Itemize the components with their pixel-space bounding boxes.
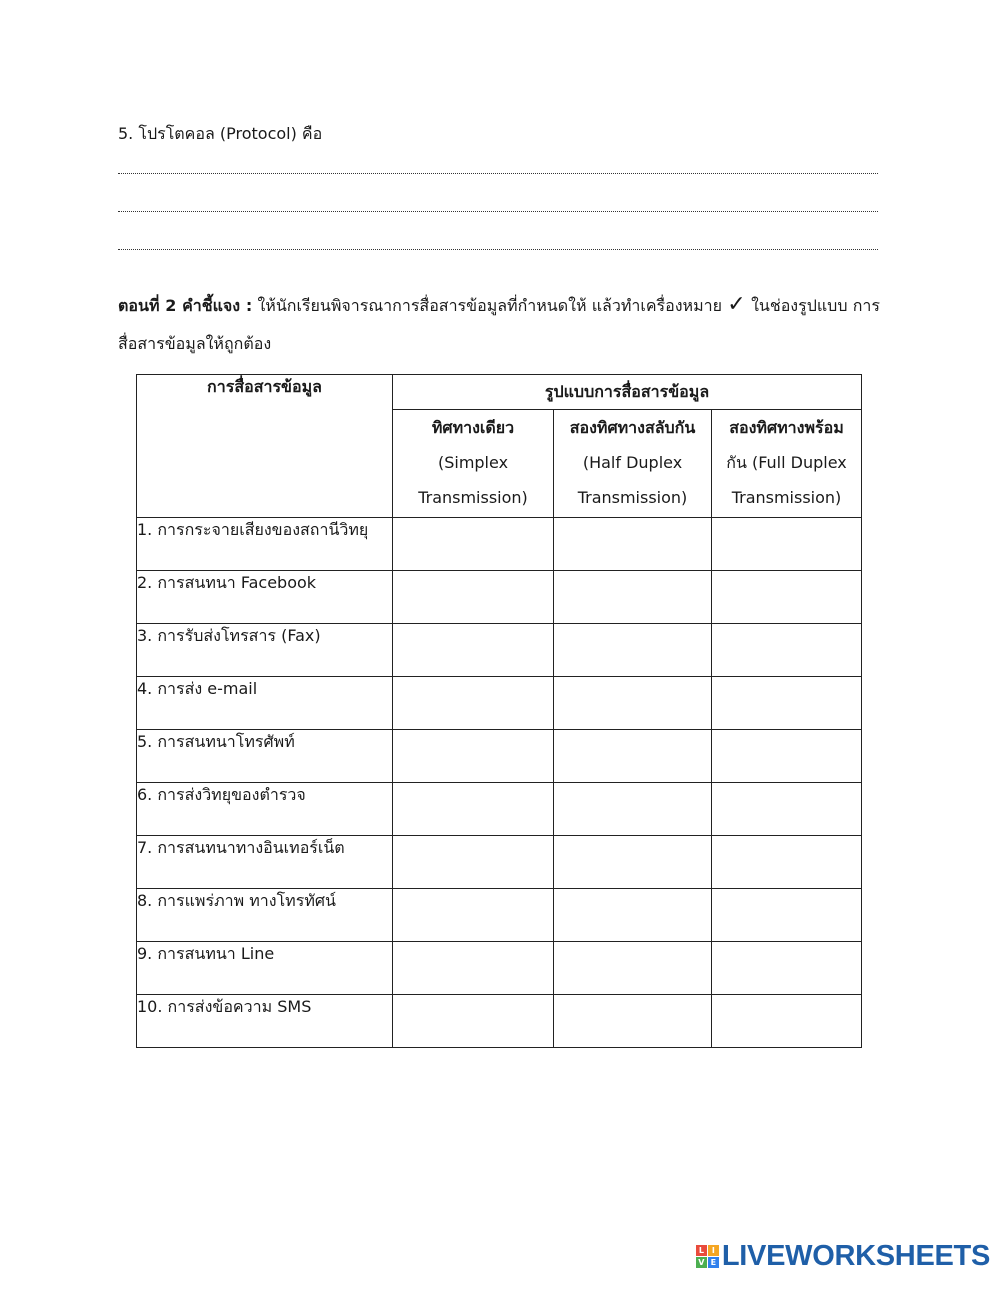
column-title: สองทิศทางพร้อม bbox=[729, 418, 844, 437]
full-duplex-answer-cell[interactable] bbox=[712, 889, 862, 942]
table-header-row bbox=[137, 375, 862, 410]
row-label: 4. การส่ง e-mail bbox=[137, 677, 393, 730]
column-subtitle: (Half Duplex bbox=[582, 453, 683, 472]
column-subtitle: Transmission) bbox=[418, 488, 528, 507]
full-duplex-answer-cell[interactable] bbox=[712, 783, 862, 836]
row-label: 3. การรับส่งโทรสาร (Fax) bbox=[137, 624, 393, 677]
answer-line-2[interactable] bbox=[118, 211, 878, 212]
simplex-answer-cell[interactable] bbox=[393, 942, 554, 995]
row-label: 8. การแพร่ภาพ ทางโทรทัศน์ bbox=[137, 889, 393, 942]
table-row bbox=[137, 624, 862, 677]
full-duplex-answer-cell[interactable] bbox=[712, 518, 862, 571]
row-label: 7. การสนทนาทางอินเทอร์เน็ต bbox=[137, 836, 393, 889]
full-duplex-answer-cell[interactable] bbox=[712, 942, 862, 995]
question-5-text: 5. โปรโตคอล (Protocol) คือ bbox=[118, 124, 323, 143]
half-duplex-answer-cell[interactable] bbox=[554, 677, 712, 730]
half-duplex-answer-cell[interactable] bbox=[554, 571, 712, 624]
simplex-answer-cell[interactable] bbox=[393, 624, 554, 677]
answer-line-3[interactable] bbox=[118, 249, 878, 250]
answer-line-1[interactable] bbox=[118, 173, 878, 174]
column-subtitle: Transmission) bbox=[731, 488, 842, 507]
table-row bbox=[137, 836, 862, 889]
row-label: 5. การสนทนาโทรศัพท์ bbox=[137, 730, 393, 783]
table-row bbox=[137, 995, 862, 1048]
half-duplex-answer-cell[interactable] bbox=[554, 836, 712, 889]
full-duplex-answer-cell[interactable] bbox=[712, 624, 862, 677]
full-duplex-answer-cell[interactable] bbox=[712, 730, 862, 783]
half-duplex-answer-cell[interactable] bbox=[554, 783, 712, 836]
row-label: 10. การส่งข้อความ SMS bbox=[137, 995, 393, 1048]
simplex-answer-cell[interactable] bbox=[393, 836, 554, 889]
full-duplex-answer-cell[interactable] bbox=[712, 571, 862, 624]
table-row bbox=[137, 677, 862, 730]
table-row bbox=[137, 889, 862, 942]
badge-letter: V bbox=[696, 1257, 707, 1268]
table-row bbox=[137, 571, 862, 624]
live-badge-icon bbox=[696, 1245, 719, 1268]
table-row bbox=[137, 518, 862, 571]
mode-group-header: รูปแบบการสื่อสารข้อมูล bbox=[393, 375, 862, 410]
column-title: สองทิศทางสลับกัน bbox=[569, 418, 696, 437]
badge-letter: I bbox=[708, 1245, 719, 1256]
column-subtitle: (Simplex bbox=[437, 453, 509, 472]
half-duplex-answer-cell[interactable] bbox=[554, 995, 712, 1048]
topic-header: การสื่อสารข้อมูล bbox=[137, 375, 393, 518]
simplex-answer-cell[interactable] bbox=[393, 571, 554, 624]
column-title: ทิศทางเดียว bbox=[431, 418, 515, 437]
communication-mode-table bbox=[136, 374, 862, 1048]
table-row bbox=[137, 942, 862, 995]
check-mark-icon: ✓ bbox=[727, 292, 746, 317]
badge-letter: L bbox=[696, 1245, 707, 1256]
column-subtitle: Transmission) bbox=[577, 488, 688, 507]
column-header-simplex bbox=[393, 410, 554, 518]
instructions-label: ตอนที่ 2 คำชี้แจง : bbox=[118, 296, 253, 315]
half-duplex-answer-cell[interactable] bbox=[554, 730, 712, 783]
simplex-answer-cell[interactable] bbox=[393, 518, 554, 571]
logo-text: LIVEWORKSHEETS bbox=[721, 1240, 990, 1272]
part2-instructions bbox=[118, 286, 880, 363]
row-label: 1. การกระจายเสียงของสถานีวิทยุ bbox=[137, 518, 393, 571]
column-header-half-duplex bbox=[554, 410, 712, 518]
simplex-answer-cell[interactable] bbox=[393, 995, 554, 1048]
half-duplex-answer-cell[interactable] bbox=[554, 624, 712, 677]
row-label: 9. การสนทนา Line bbox=[137, 942, 393, 995]
full-duplex-answer-cell[interactable] bbox=[712, 836, 862, 889]
table-row bbox=[137, 783, 862, 836]
column-subtitle: กัน (Full Duplex bbox=[726, 453, 847, 472]
row-label: 2. การสนทนา Facebook bbox=[137, 571, 393, 624]
row-label: 6. การส่งวิทยุของตำรวจ bbox=[137, 783, 393, 836]
full-duplex-answer-cell[interactable] bbox=[712, 995, 862, 1048]
half-duplex-answer-cell[interactable] bbox=[554, 889, 712, 942]
column-header-full-duplex bbox=[712, 410, 862, 518]
simplex-answer-cell[interactable] bbox=[393, 783, 554, 836]
instructions-text-1: ให้นักเรียนพิจารณาการสื่อสารข้อมูลที่กำหนดให้ แล้วทำเครื่องหมาย bbox=[252, 296, 728, 315]
table-row bbox=[137, 730, 862, 783]
simplex-answer-cell[interactable] bbox=[393, 730, 554, 783]
badge-letter: E bbox=[708, 1257, 719, 1268]
half-duplex-answer-cell[interactable] bbox=[554, 518, 712, 571]
half-duplex-answer-cell[interactable] bbox=[554, 942, 712, 995]
simplex-answer-cell[interactable] bbox=[393, 677, 554, 730]
instructions-text-2: ในช่องรูปแบบ การสื่อสารข้อมูลให้ถูกต้อง bbox=[118, 296, 880, 353]
liveworksheets-logo bbox=[696, 1240, 990, 1273]
full-duplex-answer-cell[interactable] bbox=[712, 677, 862, 730]
simplex-answer-cell[interactable] bbox=[393, 889, 554, 942]
